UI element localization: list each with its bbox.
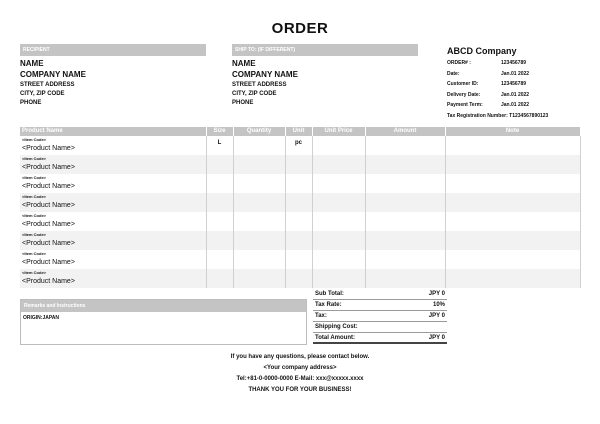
- table-row: [20, 269, 580, 288]
- company-field-label: Payment Term:: [447, 102, 483, 108]
- note-cell: [445, 250, 580, 269]
- column-header: Quantity: [233, 127, 285, 136]
- note-cell: [445, 136, 580, 155]
- totals-row: [313, 311, 447, 322]
- quantity-cell: [233, 193, 285, 212]
- recipient-block: [20, 44, 206, 108]
- product-name: <Product Name>: [22, 164, 75, 171]
- company-field-label: Customer ID:: [447, 81, 479, 87]
- totals-row: [313, 289, 447, 300]
- unit-cell: [285, 174, 312, 193]
- product-name: <Product Name>: [22, 221, 75, 228]
- size-cell: [206, 193, 233, 212]
- ship-to-street: STREET ADDRESS: [232, 82, 287, 88]
- company-field-value: Jan.01 2022: [501, 91, 530, 98]
- quantity-cell: [233, 136, 285, 155]
- unit-cell: [285, 193, 312, 212]
- document-title: ORDER: [271, 20, 329, 37]
- quantity-cell: [233, 250, 285, 269]
- ship-to-block: [232, 44, 418, 108]
- amount-cell: [365, 174, 445, 193]
- recipient-company: COMPANY NAME: [20, 70, 86, 79]
- unit-price-cell: [312, 193, 365, 212]
- unit-price-cell: [312, 212, 365, 231]
- note-cell: [445, 155, 580, 174]
- quantity-cell: [233, 155, 285, 174]
- product-cell: [20, 155, 206, 174]
- footer: [0, 352, 600, 396]
- unit-cell: [285, 250, 312, 269]
- remarks-text: ORIGIN:JAPAN: [23, 315, 60, 321]
- quantity-cell: [233, 174, 285, 193]
- footer-contact-note: If you have any questions, please contact below.: [230, 354, 370, 360]
- item-code: <Item Code>: [22, 175, 47, 180]
- product-cell: [20, 212, 206, 231]
- item-code: <Item Code>: [22, 137, 47, 142]
- unit-price-cell: [312, 250, 365, 269]
- table-row: [20, 136, 580, 155]
- recipient-name: NAME: [20, 59, 44, 68]
- note-cell: [445, 212, 580, 231]
- product-name: <Product Name>: [22, 202, 75, 209]
- totals-label: Tax:: [315, 313, 327, 319]
- product-name: <Product Name>: [22, 183, 75, 190]
- footer-address: <Your company address>: [263, 365, 337, 371]
- unit-price-cell: [312, 136, 365, 155]
- company-name: ABCD Company: [447, 46, 517, 56]
- unit-price-cell: [312, 155, 365, 174]
- product-cell: [20, 193, 206, 212]
- product-cell: [20, 250, 206, 269]
- company-field-label: Date:: [447, 70, 460, 77]
- items-table: [20, 127, 581, 288]
- note-cell: [445, 269, 580, 288]
- ship-to-header: SHIP TO: (IF DIFFERENT): [232, 44, 418, 56]
- product-cell: [20, 269, 206, 288]
- recipient-city: CITY, ZIP CODE: [20, 91, 65, 97]
- product-cell: [20, 231, 206, 250]
- company-field-value: 123456789: [501, 81, 527, 87]
- unit-price-cell: [312, 174, 365, 193]
- totals-block: [313, 289, 447, 344]
- product-cell: [20, 136, 206, 155]
- item-code: <Item Code>: [22, 156, 47, 161]
- quantity-cell: [233, 269, 285, 288]
- unit-price-cell: [312, 231, 365, 250]
- size-cell: [206, 212, 233, 231]
- amount-cell: [365, 193, 445, 212]
- totals-value: JPY 0: [428, 313, 445, 319]
- table-header-row: [20, 127, 580, 136]
- company-field-row: [447, 69, 587, 80]
- company-field-row: [447, 58, 587, 69]
- unit-cell: [285, 212, 312, 231]
- column-header: Product Name: [20, 127, 206, 136]
- size-cell: [206, 231, 233, 250]
- column-header: Unit: [285, 127, 312, 136]
- note-cell: [445, 193, 580, 212]
- ship-to-phone: PHONE: [232, 100, 254, 106]
- item-code: <Item Code>: [22, 232, 47, 237]
- totals-label: Sub Total:: [315, 291, 344, 297]
- item-code: <Item Code>: [22, 251, 47, 256]
- company-field-row: [447, 79, 587, 90]
- amount-cell: [365, 136, 445, 155]
- table-row: [20, 212, 580, 231]
- remarks-box: [20, 299, 307, 345]
- recipient-street: STREET ADDRESS: [20, 82, 75, 88]
- unit-cell: [285, 231, 312, 250]
- amount-cell: [365, 250, 445, 269]
- size-cell: [206, 155, 233, 174]
- column-header: Unit Price: [312, 127, 365, 136]
- table-row: [20, 250, 580, 269]
- company-field-value: 123456789: [501, 60, 527, 66]
- ship-to-city: CITY, ZIP CODE: [232, 91, 277, 97]
- amount-cell: [365, 212, 445, 231]
- totals-label: Total Amount:: [315, 335, 355, 341]
- size-cell: [206, 174, 233, 193]
- column-header: Amount: [365, 127, 445, 136]
- item-code: <Item Code>: [22, 270, 47, 275]
- company-info: [447, 44, 587, 121]
- ship-to-name: NAME: [232, 59, 256, 68]
- item-code: <Item Code>: [22, 194, 47, 199]
- totals-value: JPY 0: [428, 291, 445, 297]
- remarks-header: Remarks and Instructions: [21, 300, 306, 312]
- company-field-row: [447, 100, 587, 111]
- tax-registration: Tax Registration Number: T1234567890123: [447, 112, 549, 119]
- table-row: [20, 231, 580, 250]
- quantity-cell: [233, 231, 285, 250]
- product-name: <Product Name>: [22, 240, 75, 247]
- unit-price-cell: [312, 269, 365, 288]
- column-header: Size: [206, 127, 233, 136]
- amount-cell: [365, 155, 445, 174]
- size-cell: [206, 269, 233, 288]
- recipient-header: RECIPIENT: [20, 44, 206, 56]
- unit-cell: pc: [285, 136, 312, 155]
- table-row: [20, 193, 580, 212]
- unit-cell: [285, 269, 312, 288]
- note-cell: [445, 231, 580, 250]
- totals-label: Tax Rate:: [315, 302, 342, 308]
- amount-cell: [365, 269, 445, 288]
- company-field-row: [447, 90, 587, 101]
- column-header: Note: [445, 127, 580, 136]
- footer-tel-email: Tel:+81-0-0000-0000 E-Mail: xxx@xxxxx.xxxx: [236, 376, 364, 382]
- table-row: [20, 174, 580, 193]
- quantity-cell: [233, 212, 285, 231]
- totals-value: 10%: [432, 302, 445, 308]
- product-cell: [20, 174, 206, 193]
- totals-row: [313, 300, 447, 311]
- ship-to-company: COMPANY NAME: [232, 70, 298, 79]
- size-cell: L: [206, 136, 233, 155]
- item-code: <Item Code>: [22, 213, 47, 218]
- company-field-label: ORDER# :: [447, 60, 471, 66]
- recipient-phone: PHONE: [20, 100, 42, 106]
- totals-row: [313, 333, 447, 344]
- totals-label: Shipping Cost:: [315, 324, 358, 330]
- product-name: <Product Name>: [22, 145, 75, 152]
- totals-row: [313, 322, 447, 333]
- company-field-value: Jan.01 2022: [501, 102, 530, 108]
- product-name: <Product Name>: [22, 278, 75, 285]
- unit-cell: [285, 155, 312, 174]
- product-name: <Product Name>: [22, 259, 75, 266]
- size-cell: [206, 250, 233, 269]
- footer-thanks: THANK YOU FOR YOUR BUSINESS!: [248, 387, 352, 393]
- totals-value: JPY 0: [428, 335, 445, 341]
- amount-cell: [365, 231, 445, 250]
- table-row: [20, 155, 580, 174]
- company-field-label: Delivery Date:: [447, 91, 481, 98]
- company-field-value: Jan.01 2022: [501, 70, 530, 77]
- note-cell: [445, 174, 580, 193]
